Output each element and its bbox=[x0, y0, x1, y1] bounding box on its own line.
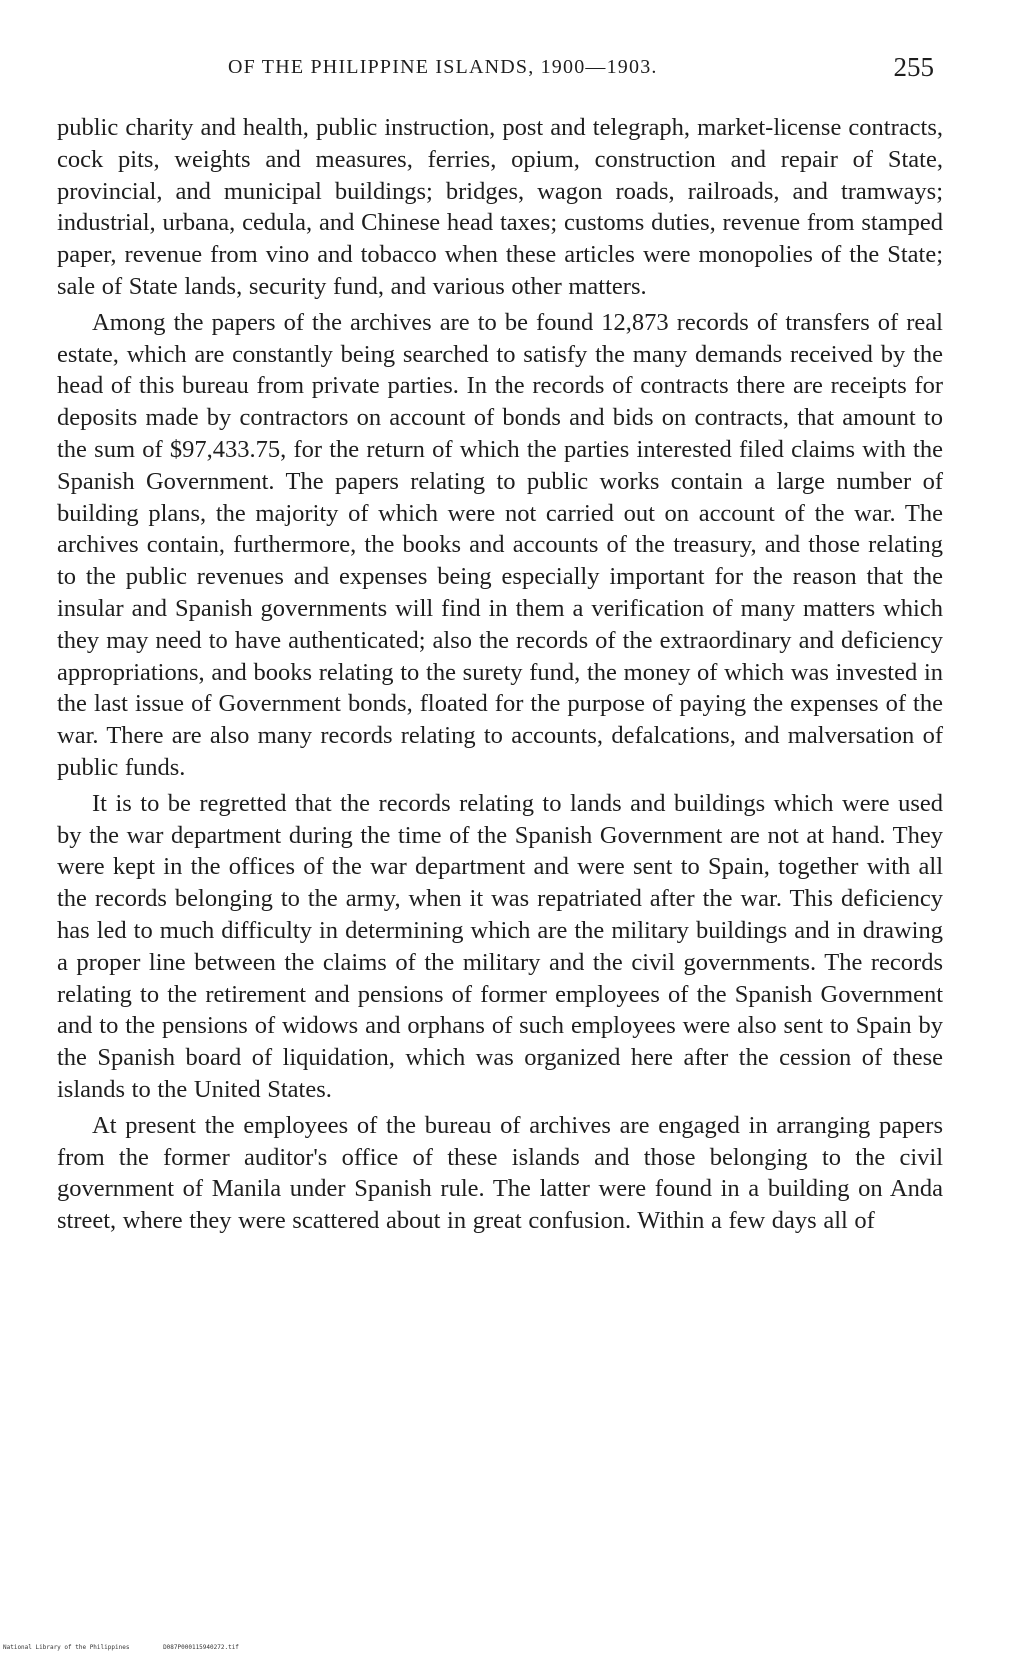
scan-footer bbox=[3, 1644, 269, 1651]
paragraph-archives-records: Among the papers of the archives are to be found 12,873 records of transfers of real estate, which are constantly being searched to satisfy the many demands received by the head of this bureau from private parties. In the records of contracts there are receipts for deposits made by contractors on account of bonds and bids on contracts, that amount to the sum of $97,433.75, for the return of which the parties interested filed claims with the Spanish Government. The papers relating to public works contain a large number of building plans, the majority of which were not carried out on account of the war. The archives contain, furthermore, the books and accounts of the treasury, and those relating to the public revenues and expenses being especially important for the reason that the insular and Spanish governments will find in them a verification of many matters which they may need to have authenticated; also the records of the extraordinary and deficiency appropriations, and books relating to the surety fund, the money of which was invested in the last issue of Government bonds, floated for the purpose of paying the expenses of the war. There are also many records relating to accounts, defalcations, and malversation of public funds. bbox=[57, 308, 943, 781]
page-body bbox=[57, 112, 943, 1241]
file-id: D087P000115940272.tif bbox=[163, 1644, 239, 1651]
library-credit: National Library of the Philippines bbox=[3, 1644, 130, 1651]
page-number: 255 bbox=[893, 52, 934, 82]
running-title: OF THE PHILIPPINE ISLANDS, 1900—1903. bbox=[228, 56, 658, 78]
paragraph-continuation: public charity and health, public instruction, post and telegraph, market-license contracts, cock pits, weights and measures, ferries, opium, construction and repair of State, provincial, and municipal buildings; bridges, wagon roads, railroads, and tramways; industrial, urbana, cedula, and Chinese head taxes; customs duties, revenue from stamped paper, revenue from vino and tobacco when these articles were monopolies of the State; sale of State lands, security fund, and various other matters. bbox=[57, 114, 943, 300]
paragraph-current-work: At present the employees of the bureau of archives are engaged in arranging papers from the former auditor's office of these islands and those belonging to the civil government of Manila under Spanish rule. The latter were found in a building on Anda street, where they were scattered about in great confusion. Within a few days all of bbox=[57, 1111, 943, 1235]
page-header bbox=[228, 52, 934, 86]
paragraph-missing-records: It is to be regretted that the records relating to lands and buildings which were used by the war department during the time of the Spanish Government are not at hand. They were kept in the offices of the war department and were sent to Spain, together with all the records belonging to the army, when it was repatriated after the war. This deficiency has led to much difficulty in determining which are the military buildings and in drawing a proper line between the claims of the military and the civil governments. The records relating to the retirement and pensions of former employees of the Spanish Government and to the pensions of widows and orphans of such employees were also sent to Spain by the Spanish board of liquidation, which was organized here after the cession of these islands to the United States. bbox=[57, 789, 943, 1103]
